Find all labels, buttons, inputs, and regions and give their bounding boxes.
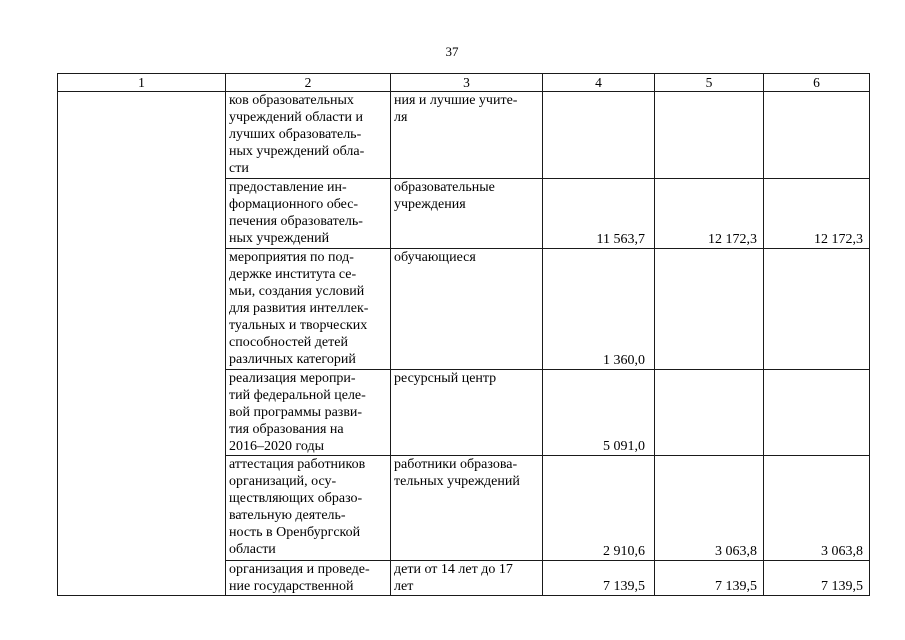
table-cell-value-col6: 12 172,3 [764, 179, 870, 249]
column-header-1: 1 [58, 74, 226, 92]
table-cell-activity: аттестация работников организаций, осу- ществляющих образо- вательную деятель- ность в Оренбургской области [226, 456, 391, 561]
table-cell-col1-merged [58, 92, 226, 596]
table-cell-activity: ков образовательных учреждений области и лучших образователь- ных учреждений обла- сти [226, 92, 391, 179]
table-cell-value-col4: 2 910,6 [543, 456, 655, 561]
table-cell-recipients: образовательные учреждения [391, 179, 543, 249]
program-funding-table [57, 73, 870, 596]
table-cell-value-col6: 3 063,8 [764, 456, 870, 561]
column-header-4: 4 [543, 74, 655, 92]
table-cell-value-col4 [543, 92, 655, 179]
table-cell-recipients: дети от 14 лет до 17 лет [391, 561, 543, 596]
column-header-2: 2 [226, 74, 391, 92]
table-cell-value-col5 [655, 92, 764, 179]
table-cell-recipients: работники образова- тельных учреждений [391, 456, 543, 561]
column-header-5: 5 [655, 74, 764, 92]
table-header-row [58, 74, 870, 92]
table-cell-activity: мероприятия по под- держке института се- мьи, создания условий для развития интеллек- туальных и творческих способностей детей различных категорий [226, 249, 391, 370]
table-cell-value-col6: 7 139,5 [764, 561, 870, 596]
table-cell-recipients: обучающиеся [391, 249, 543, 370]
page-number: 37 [445, 44, 459, 59]
table-cell-recipients: ния и лучшие учите- ля [391, 92, 543, 179]
table-cell-value-col5: 12 172,3 [655, 179, 764, 249]
table-cell-value-col6 [764, 249, 870, 370]
table-cell-value-col4: 1 360,0 [543, 249, 655, 370]
table-cell-value-col4: 5 091,0 [543, 370, 655, 456]
table-cell-activity: организация и проведе- ние государственной [226, 561, 391, 596]
table-cell-value-col5 [655, 370, 764, 456]
table-cell-value-col5 [655, 249, 764, 370]
table-cell-recipients: ресурсный центр [391, 370, 543, 456]
table-cell-value-col5: 3 063,8 [655, 456, 764, 561]
table-row [58, 92, 870, 179]
table-cell-value-col6 [764, 92, 870, 179]
table-cell-activity: предоставление ин- формационного обес- печения образователь- ных учреждений [226, 179, 391, 249]
table-cell-value-col4: 11 563,7 [543, 179, 655, 249]
column-header-6: 6 [764, 74, 870, 92]
table-cell-value-col5: 7 139,5 [655, 561, 764, 596]
table-cell-activity: реализация меропри- тий федеральной целе- вой программы разви- тия образования на 2016–2020 годы [226, 370, 391, 456]
column-header-3: 3 [391, 74, 543, 92]
table-cell-value-col6 [764, 370, 870, 456]
table-cell-value-col4: 7 139,5 [543, 561, 655, 596]
